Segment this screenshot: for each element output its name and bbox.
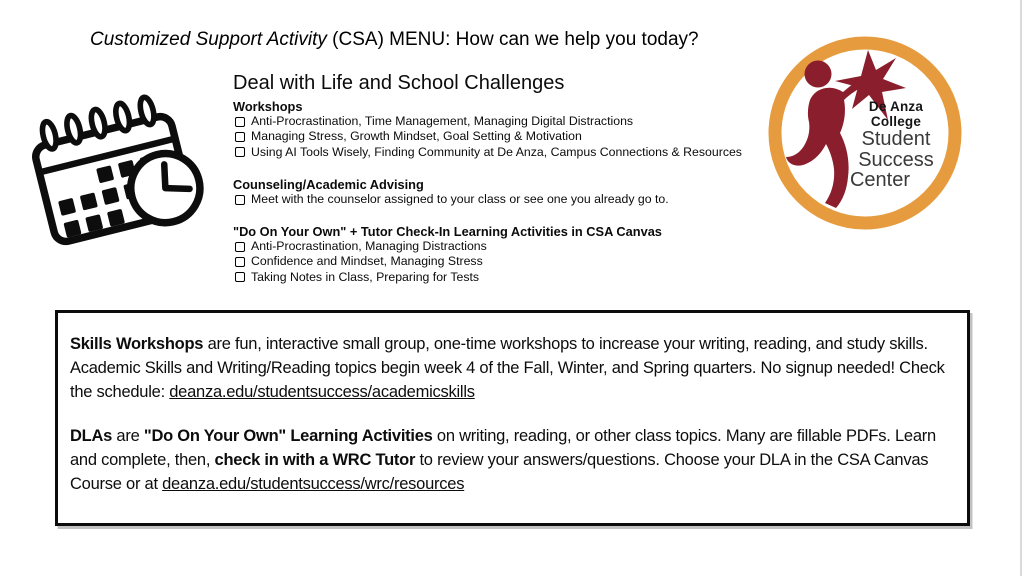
- skills-workshops-label: Skills Workshops: [70, 335, 204, 353]
- checkbox-icon: [235, 195, 245, 205]
- calendar-clock-icon: [26, 94, 208, 246]
- right-edge-line: [1020, 0, 1022, 576]
- menu-section-counseling: [233, 177, 793, 207]
- link-academicskills[interactable]: deanza.edu/studentsuccess/academicskills: [169, 382, 475, 401]
- logo-line: Student: [861, 128, 931, 150]
- csa-menu: [233, 71, 793, 285]
- logo-line: Success: [858, 148, 934, 171]
- menu-section-do-on-your-own: [233, 224, 793, 285]
- page-title: [90, 29, 699, 51]
- student-success-center-logo: [766, 34, 964, 232]
- section-heading: Workshops: [233, 99, 303, 114]
- menu-item-label: Anti-Procrastination, Time Management, Managing Digital Distractions: [251, 114, 634, 128]
- checkbox-icon: [235, 272, 245, 282]
- menu-item-label: Anti-Procrastination, Managing Distractions: [251, 239, 487, 254]
- checkbox-icon: [235, 132, 245, 142]
- title-italic-part: Customized Support Activity: [90, 29, 327, 50]
- menu-section-workshops: [233, 99, 793, 160]
- title-regular-part: (CSA) MENU: How can we help you today?: [326, 29, 699, 50]
- menu-item: [233, 254, 793, 269]
- menu-item: [233, 129, 793, 144]
- checkbox-icon: [235, 257, 245, 267]
- menu-item-label: Using AI Tools Wisely, Finding Community at De Anza, Campus Connections & Resources: [251, 144, 742, 159]
- menu-item-label: Taking Notes in Class, Preparing for Tests: [251, 269, 480, 284]
- menu-item: [233, 192, 793, 207]
- menu-heading: Deal with Life and School Challenges: [233, 72, 565, 94]
- logo-text: [820, 100, 972, 191]
- logo-line: College: [870, 113, 922, 129]
- menu-item: [233, 145, 793, 160]
- dlas-label: DLAs: [70, 427, 113, 446]
- link-wrc-resources[interactable]: deanza.edu/studentsuccess/wrc/resources: [162, 474, 465, 493]
- figure-head: [805, 61, 832, 88]
- menu-item-label: Confidence and Mindset, Managing Stress: [251, 254, 483, 269]
- menu-item: [233, 239, 793, 254]
- menu-item-label: Managing Stress, Growth Mindset, Goal Setting & Motivation: [251, 129, 582, 144]
- info-box: [55, 310, 970, 526]
- menu-item: [233, 114, 793, 129]
- checkbox-icon: [235, 242, 245, 252]
- skills-workshops-paragraph: Skills Workshops are fun, interactive small group, one-time workshops to increase your writing, reading, and study skills. Academic Skills and Writing/Reading topics begin week 4 of the Fall, Winter, and Spring quarters. No signup needed! Check the schedule: deanza.edu/studentsuccess/academicskills: [70, 335, 945, 401]
- logo-line: Center: [849, 169, 911, 191]
- checkbox-icon: [235, 117, 245, 127]
- section-heading: Counseling/Academic Advising: [233, 176, 424, 192]
- menu-item: [233, 270, 793, 285]
- dlas-paragraph: DLAs are "Do On Your Own" Learning Activities on writing, reading, or other class topics. Many are fillable PDFs. Learn and complete, then, check in with a WRC Tutor to review your answers/questions. Choose your DLA in the CSA Canvas Course or at deanza.edu/studentsuccess/wrc/resources: [70, 427, 936, 493]
- logo-line: De Anza: [868, 99, 924, 114]
- menu-item-label: Meet with the counselor assigned to your class or see one you already go to.: [251, 191, 669, 206]
- checkbox-icon: [235, 147, 245, 157]
- section-heading: "Do On Your Own" + Tutor Check-In Learning Activities in CSA Canvas: [233, 224, 662, 240]
